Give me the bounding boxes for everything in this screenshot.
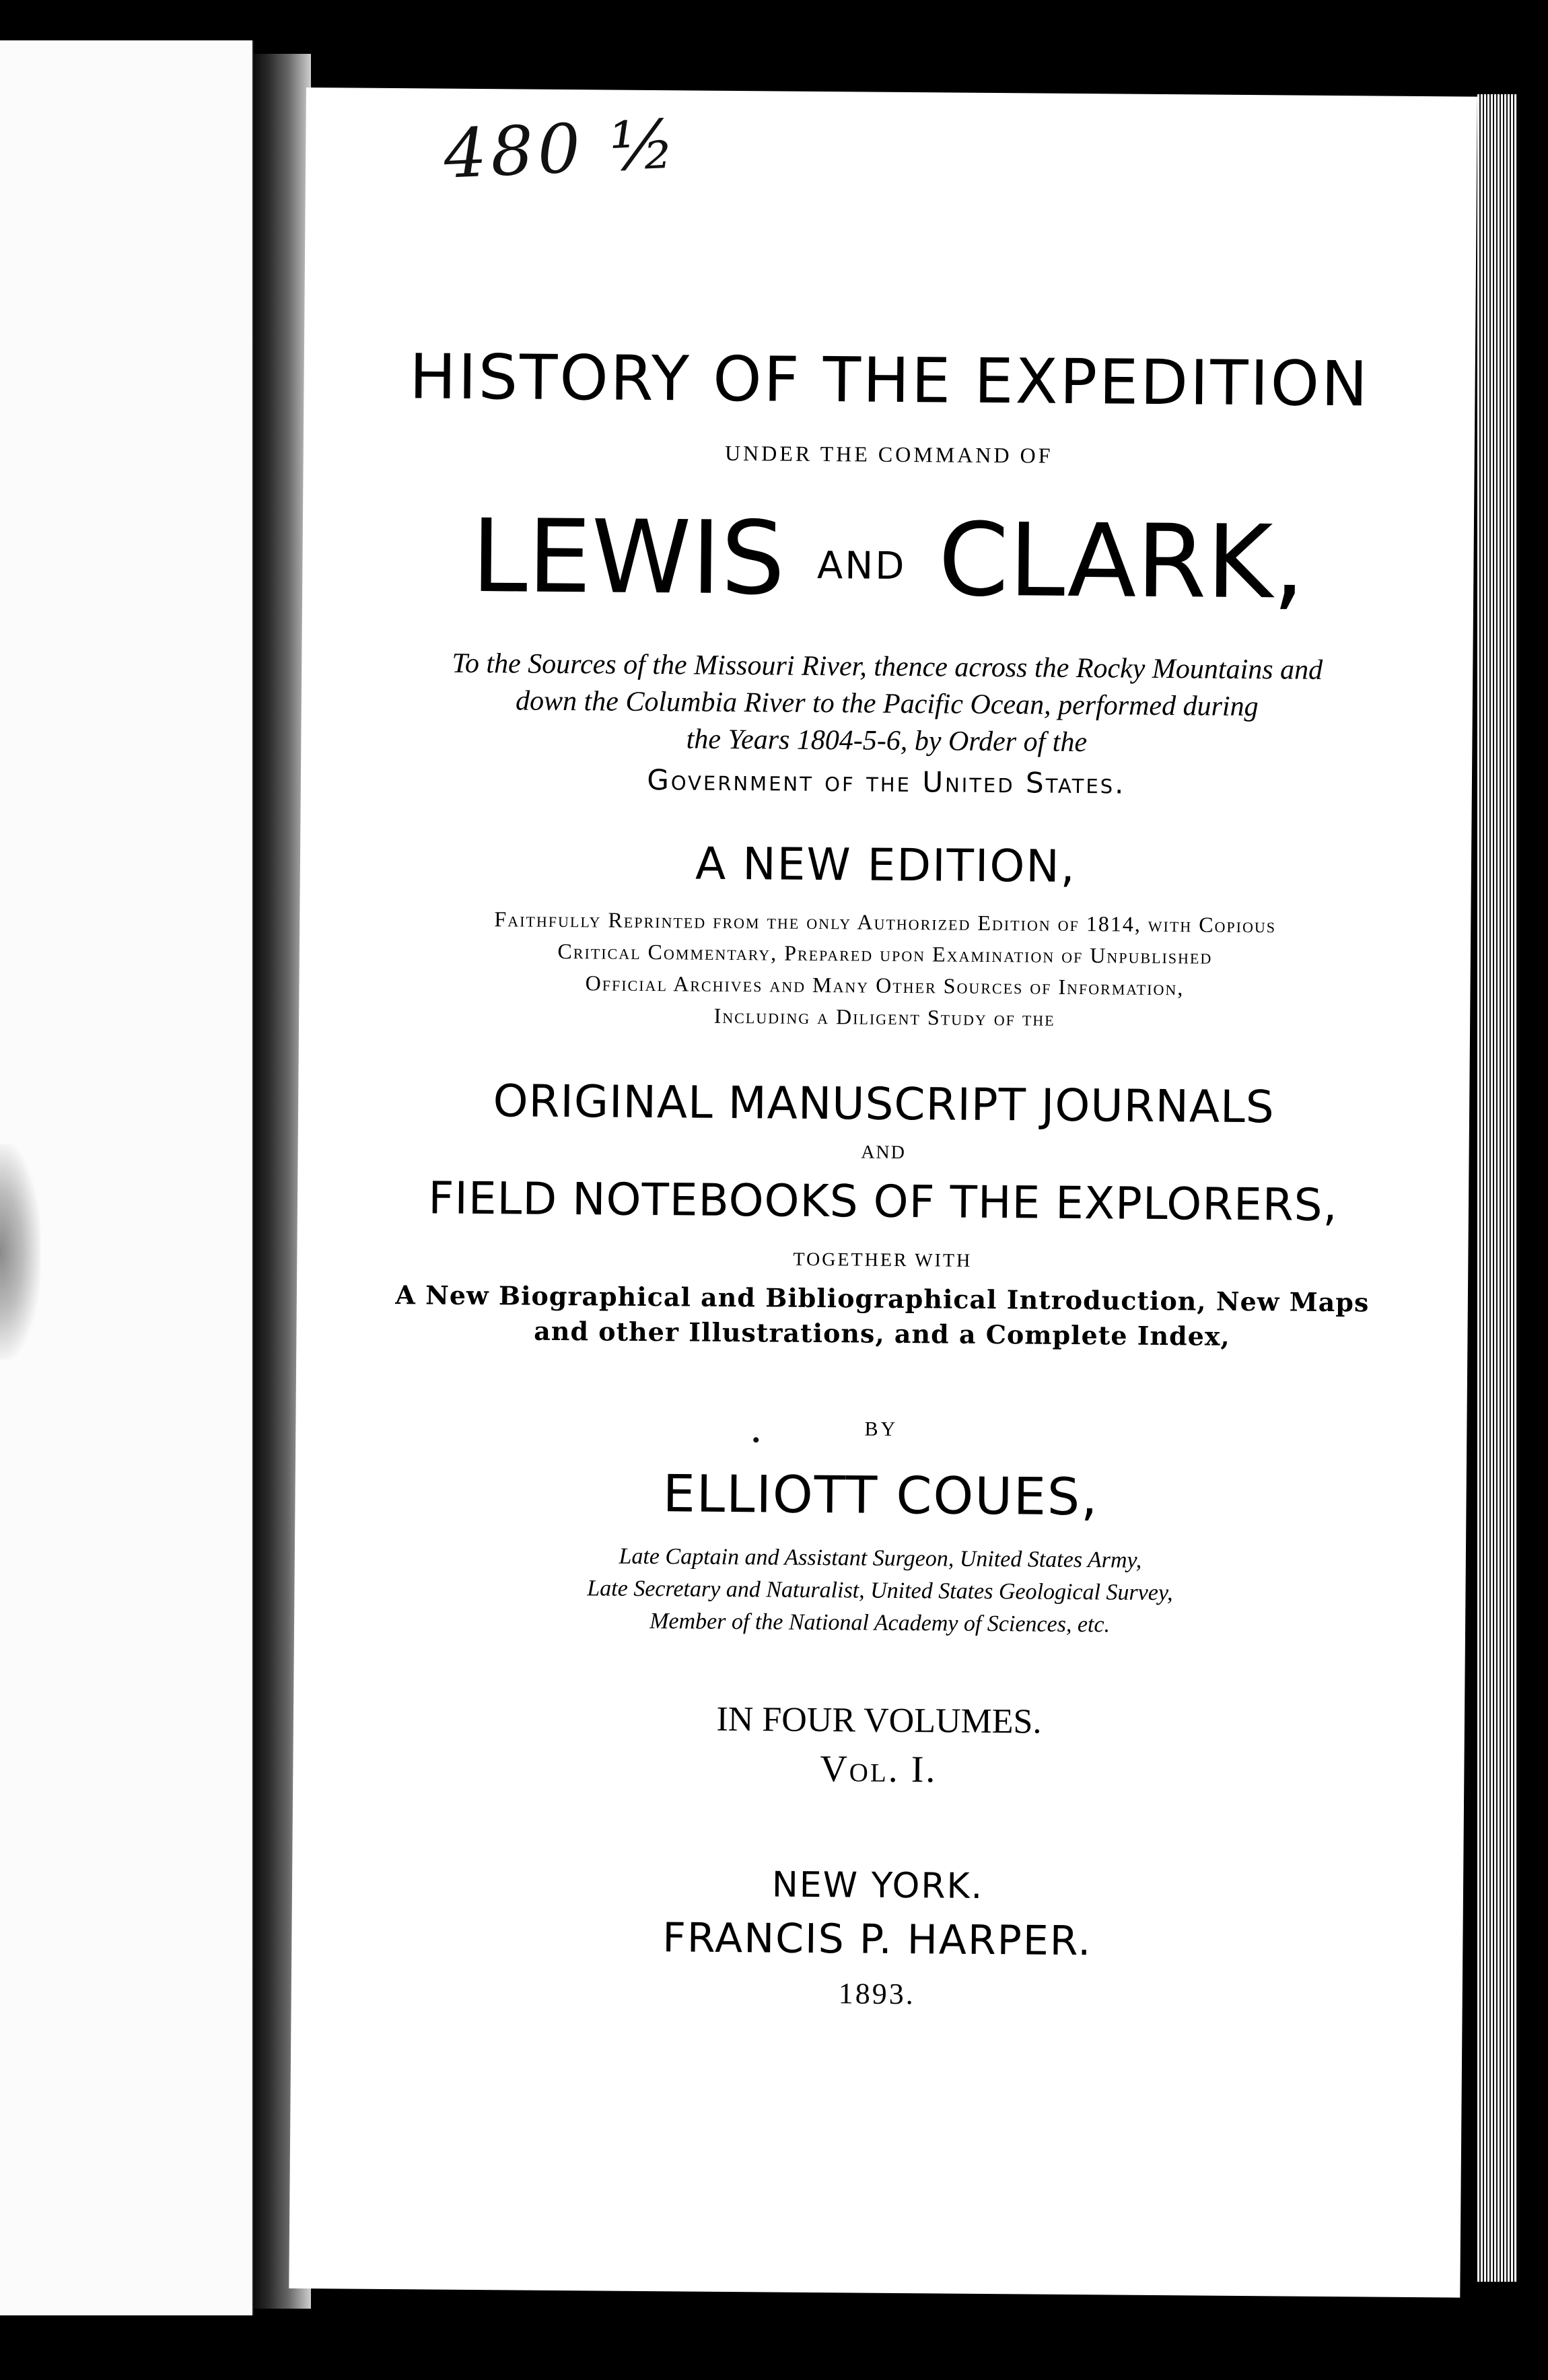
- together-with-line: TOGETHER WITH: [793, 1249, 973, 1271]
- left-blank-page: [0, 40, 254, 2315]
- new-edition-heading: A NEW EDITION,: [695, 837, 1076, 893]
- credential-line-2: Late Secretary and Naturalist, United States Geological Survey,: [587, 1576, 1173, 1606]
- reprinted-line-1: Faithfully Reprinted from the only Authorized Edition of 1814, with Copious: [494, 907, 1277, 938]
- title-history: HISTORY OF THE EXPEDITION: [409, 341, 1370, 421]
- introduction-line-2: and other Illustrations, and a Complete Index,: [534, 1315, 1230, 1352]
- by-line: BY: [864, 1418, 899, 1440]
- subtitle-under-command: UNDER THE COMMAND OF: [724, 440, 1053, 468]
- ink-speck: [753, 1437, 759, 1442]
- original-manuscript-heading: ORIGINAL MANUSCRIPT JOURNALS: [493, 1075, 1275, 1133]
- title-lewis: LEWIS: [470, 497, 786, 618]
- credential-line-1: Late Captain and Assistant Surgeon, United States Army,: [619, 1543, 1142, 1573]
- title-clark: CLARK,: [938, 501, 1306, 622]
- government-line: Government of the United States.: [647, 763, 1126, 800]
- publication-city: NEW YORK.: [771, 1864, 984, 1907]
- page-stain: [0, 1144, 40, 1360]
- title-and: AND: [816, 543, 907, 589]
- handwritten-shelf-mark: 480 ½: [442, 104, 681, 194]
- sources-line-3: the Years 1804-5-6, by Order of the: [686, 724, 1088, 759]
- reprinted-line-4: Including a Diligent Study of the: [713, 1003, 1055, 1030]
- sources-line-1: To the Sources of the Missouri River, thence across the Rocky Mountains and: [452, 648, 1323, 686]
- credential-line-3: Member of the National Academy of Sciences, etc.: [649, 1609, 1111, 1638]
- volumes-line: IN FOUR VOLUMES.: [716, 1700, 1042, 1741]
- reprinted-line-3: Official Archives and Many Other Sources of Information,: [585, 971, 1185, 1000]
- volume-number: Vol. I.: [820, 1748, 938, 1791]
- introduction-line-1: A New Biographical and Bibliographical Introduction, New Maps: [395, 1280, 1370, 1318]
- publication-year: 1893.: [838, 1977, 915, 2011]
- dust-speck: [781, 2262, 790, 2271]
- author-name: ELLIOTT COUES,: [662, 1463, 1099, 1527]
- sources-line-2: down the Columbia River to the Pacific Ocean, performed during: [515, 685, 1259, 723]
- publisher-name: FRANCIS P. HARPER.: [662, 1914, 1092, 1965]
- and-separator: AND: [861, 1142, 907, 1164]
- reprinted-line-2: Critical Commentary, Prepared upon Examination of Unpublished: [557, 938, 1213, 969]
- page-edges: [1477, 94, 1518, 2282]
- field-notebooks-heading: FIELD NOTEBOOKS OF THE EXPLORERS,: [428, 1172, 1338, 1232]
- title-lewis-and-clark: [302, 498, 1474, 629]
- title-page: [289, 88, 1477, 2298]
